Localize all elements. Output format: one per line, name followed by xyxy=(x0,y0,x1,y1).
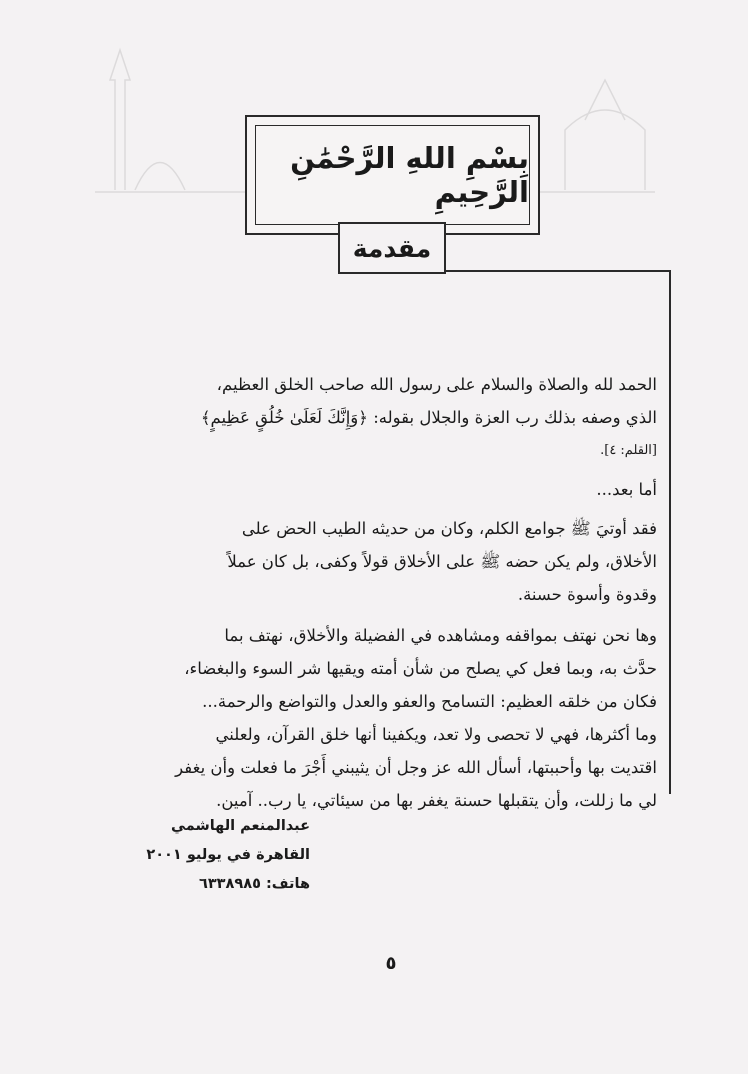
frame-right-rule xyxy=(669,270,671,794)
place-and-date: القاهرة في يوليو ٢٠٠١ xyxy=(146,847,310,863)
phone-number: هاتف: ٦٣٣٨٩٨٥ xyxy=(198,876,310,892)
paragraph-line: لي ما زللت، وأن يتقبلها حسنة يغفر بها من سيئاتي، يا رب.. آمين. xyxy=(216,791,657,810)
basmala-frame xyxy=(245,115,540,235)
paragraph-line: وقدوة وأسوة حسنة. xyxy=(517,585,657,604)
paragraph-line: حدَّث به، وبما فعل كي يصلح من شأن أمته ويقيها شر السوء والبغضاء، xyxy=(184,659,657,678)
paragraph-line: اقتديت بها وأحببتها، أسأل الله عز وجل أن يثيبني أَجْرَ ما فعلت وأن يغفر xyxy=(175,758,657,777)
paragraph-line: الأخلاق، ولم يكن حضه ﷺ على الأخلاق قولاً وكفى، بل كان عملاً xyxy=(227,552,657,571)
paragraph-line: فكان من خلقه العظيم: التسامح والعفو والعدل والتواضع والرحمة... xyxy=(202,692,657,711)
paragraph-line: فقد أوتيَ ﷺ جوامع الكلم، وكان من حديثه الطيب الحض على xyxy=(241,519,657,538)
paragraph-line: وما أكثرها، فهي لا تحصى ولا تعد، ويكفينا أنها خلق القرآن، ولعلني xyxy=(215,725,657,744)
basmala-inner-frame xyxy=(255,125,530,225)
signature-block xyxy=(146,812,310,899)
quran-reference: [القلم: ٤]. xyxy=(600,443,657,458)
paragraph-line: الحمد لله والصلاة والسلام على رسول الله صاحب الخلق العظيم، xyxy=(216,375,657,394)
chapter-title-box xyxy=(338,222,446,274)
paragraph-line: الذي وصفه بذلك رب العزة والجلال بقوله: ﴿وَإِنَّكَ لَعَلَىٰ خُلُقٍ عَظِيمٍ﴾ xyxy=(200,408,657,427)
frame-top-rule xyxy=(446,270,670,272)
paragraph-line: وها نحن نهتف بمواقفه ومشاهده في الفضيلة والأخلاق، نهتف بما xyxy=(224,626,657,645)
introduction-body xyxy=(92,368,657,817)
page-number: ٥ xyxy=(385,953,397,974)
author-name: عبدالمنعم الهاشمي xyxy=(171,818,310,834)
basmala-calligraphy: بِسْمِ اللهِ الرَّحْمَٰنِ الرَّحِيمِ xyxy=(290,141,529,209)
paragraph-line: أما بعد... xyxy=(596,480,657,499)
chapter-title: مقدمة xyxy=(352,233,432,263)
